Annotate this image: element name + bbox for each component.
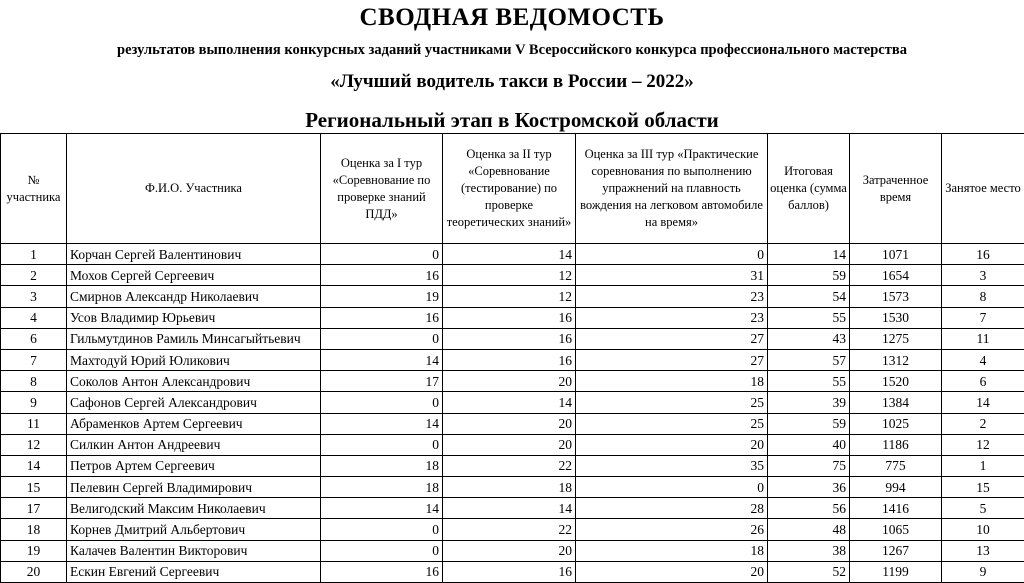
- cell-round-1: 18: [321, 455, 443, 476]
- cell-number: 15: [1, 477, 67, 498]
- cell-number: 14: [1, 455, 67, 476]
- cell-total: 59: [768, 413, 850, 434]
- cell-total: 36: [768, 477, 850, 498]
- cell-round-1: 14: [321, 498, 443, 519]
- cell-number: 8: [1, 371, 67, 392]
- results-table: [0, 133, 1024, 583]
- cell-total: 57: [768, 349, 850, 370]
- cell-total: 43: [768, 328, 850, 349]
- cell-round-1: 0: [321, 244, 443, 265]
- cell-number: 3: [1, 286, 67, 307]
- cell-round-1: 16: [321, 307, 443, 328]
- cell-name: Петров Артем Сергеевич: [67, 455, 321, 476]
- cell-round-2: 14: [443, 392, 576, 413]
- table-row: [1, 519, 1024, 540]
- table-row: [1, 328, 1024, 349]
- cell-name: Силкин Антон Андреевич: [67, 434, 321, 455]
- document-subtitle: результатов выполнения конкурсных заданий участниками V Всероссийского конкурса профессионального мастерства: [0, 42, 1024, 59]
- cell-time: 1186: [850, 434, 942, 455]
- cell-total: 59: [768, 265, 850, 286]
- cell-place: 8: [942, 286, 1024, 307]
- table-row: [1, 561, 1024, 582]
- table-row: [1, 392, 1024, 413]
- cell-round-3: 23: [576, 307, 768, 328]
- cell-place: 4: [942, 349, 1024, 370]
- cell-time: 1520: [850, 371, 942, 392]
- cell-round-2: 18: [443, 477, 576, 498]
- cell-time: 1275: [850, 328, 942, 349]
- cell-round-3: 35: [576, 455, 768, 476]
- cell-round-3: 25: [576, 413, 768, 434]
- cell-name: Корнев Дмитрий Альбертович: [67, 519, 321, 540]
- cell-number: 7: [1, 349, 67, 370]
- table-row: [1, 540, 1024, 561]
- cell-number: 2: [1, 265, 67, 286]
- cell-number: 4: [1, 307, 67, 328]
- cell-round-1: 0: [321, 328, 443, 349]
- cell-place: 14: [942, 392, 1024, 413]
- cell-round-2: 16: [443, 328, 576, 349]
- cell-name: Махтодуй Юрий Юликович: [67, 349, 321, 370]
- cell-name: Абраменков Артем Сергеевич: [67, 413, 321, 434]
- cell-round-2: 20: [443, 434, 576, 455]
- cell-place: 10: [942, 519, 1024, 540]
- cell-round-1: 17: [321, 371, 443, 392]
- cell-place: 12: [942, 434, 1024, 455]
- cell-round-2: 20: [443, 540, 576, 561]
- cell-round-2: 16: [443, 349, 576, 370]
- table-row: [1, 413, 1024, 434]
- cell-round-1: 0: [321, 392, 443, 413]
- cell-round-2: 12: [443, 286, 576, 307]
- cell-number: 9: [1, 392, 67, 413]
- cell-total: 55: [768, 371, 850, 392]
- cell-total: 14: [768, 244, 850, 265]
- cell-total: 54: [768, 286, 850, 307]
- cell-time: 1573: [850, 286, 942, 307]
- cell-number: 11: [1, 413, 67, 434]
- cell-number: 19: [1, 540, 67, 561]
- table-row: [1, 265, 1024, 286]
- cell-round-3: 18: [576, 371, 768, 392]
- cell-time: 1384: [850, 392, 942, 413]
- cell-round-1: 0: [321, 519, 443, 540]
- cell-place: 9: [942, 561, 1024, 582]
- table-row: [1, 307, 1024, 328]
- cell-name: Смирнов Александр Николаевич: [67, 286, 321, 307]
- col-header-name: Ф.И.О. Участника: [67, 134, 321, 244]
- cell-time: 1025: [850, 413, 942, 434]
- cell-round-2: 16: [443, 561, 576, 582]
- cell-name: Сафонов Сергей Александрович: [67, 392, 321, 413]
- cell-total: 75: [768, 455, 850, 476]
- cell-time: 1416: [850, 498, 942, 519]
- cell-number: 17: [1, 498, 67, 519]
- cell-place: 11: [942, 328, 1024, 349]
- cell-round-2: 22: [443, 455, 576, 476]
- col-header-place: Занятое место: [942, 134, 1024, 244]
- table-row: [1, 371, 1024, 392]
- cell-round-3: 23: [576, 286, 768, 307]
- cell-time: 1312: [850, 349, 942, 370]
- cell-name: Мохов Сергей Сергеевич: [67, 265, 321, 286]
- table-row: [1, 244, 1024, 265]
- cell-round-2: 22: [443, 519, 576, 540]
- cell-round-2: 14: [443, 244, 576, 265]
- cell-round-2: 12: [443, 265, 576, 286]
- cell-place: 2: [942, 413, 1024, 434]
- cell-number: 1: [1, 244, 67, 265]
- table-row: [1, 434, 1024, 455]
- col-header-round-1: Оценка за I тур «Соревнование по проверке знаний ПДД»: [321, 134, 443, 244]
- cell-round-2: 20: [443, 371, 576, 392]
- cell-name: Корчан Сергей Валентинович: [67, 244, 321, 265]
- cell-time: 1065: [850, 519, 942, 540]
- cell-total: 56: [768, 498, 850, 519]
- cell-round-3: 28: [576, 498, 768, 519]
- cell-name: Ескин Евгений Сергеевич: [67, 561, 321, 582]
- table-body: [1, 244, 1024, 583]
- cell-round-3: 0: [576, 477, 768, 498]
- cell-place: 1: [942, 455, 1024, 476]
- cell-total: 38: [768, 540, 850, 561]
- cell-name: Усов Владимир Юрьевич: [67, 307, 321, 328]
- col-header-total: Итоговая оценка (сумма баллов): [768, 134, 850, 244]
- cell-number: 12: [1, 434, 67, 455]
- cell-round-3: 25: [576, 392, 768, 413]
- cell-total: 40: [768, 434, 850, 455]
- cell-round-3: 18: [576, 540, 768, 561]
- cell-round-2: 14: [443, 498, 576, 519]
- cell-round-1: 18: [321, 477, 443, 498]
- cell-time: 1654: [850, 265, 942, 286]
- cell-number: 6: [1, 328, 67, 349]
- cell-time: 1199: [850, 561, 942, 582]
- col-header-time: Затраченное время: [850, 134, 942, 244]
- cell-round-2: 16: [443, 307, 576, 328]
- cell-place: 6: [942, 371, 1024, 392]
- cell-round-3: 26: [576, 519, 768, 540]
- table-row: [1, 455, 1024, 476]
- col-header-round-2: Оценка за II тур «Соревнование (тестирование) по проверке теоретических знаний»: [443, 134, 576, 244]
- cell-number: 20: [1, 561, 67, 582]
- cell-round-1: 16: [321, 265, 443, 286]
- cell-name: Пелевин Сергей Владимирович: [67, 477, 321, 498]
- table-row: [1, 349, 1024, 370]
- col-header-round-3: Оценка за III тур «Практические соревнования по выполнению упражнений на плавность вождения на легковом автомобиле на время»: [576, 134, 768, 244]
- cell-total: 39: [768, 392, 850, 413]
- cell-place: 16: [942, 244, 1024, 265]
- cell-round-2: 20: [443, 413, 576, 434]
- cell-number: 18: [1, 519, 67, 540]
- cell-place: 7: [942, 307, 1024, 328]
- table-row: [1, 498, 1024, 519]
- cell-time: 994: [850, 477, 942, 498]
- stage-name: Региональный этап в Костромской области: [0, 108, 1024, 133]
- cell-place: 3: [942, 265, 1024, 286]
- cell-name: Гильмутдинов Рамиль Минсагыйтьевич: [67, 328, 321, 349]
- cell-round-3: 27: [576, 349, 768, 370]
- col-header-number: № участника: [1, 134, 67, 244]
- cell-time: 1530: [850, 307, 942, 328]
- cell-round-1: 19: [321, 286, 443, 307]
- cell-time: 775: [850, 455, 942, 476]
- cell-name: Велигодский Максим Николаевич: [67, 498, 321, 519]
- cell-total: 48: [768, 519, 850, 540]
- cell-name: Соколов Антон Александрович: [67, 371, 321, 392]
- cell-round-3: 20: [576, 561, 768, 582]
- table-header-row: [1, 134, 1024, 244]
- cell-round-1: 14: [321, 349, 443, 370]
- document-title: СВОДНАЯ ВЕДОМОСТЬ: [0, 4, 1024, 32]
- cell-place: 5: [942, 498, 1024, 519]
- cell-round-1: 0: [321, 434, 443, 455]
- cell-total: 52: [768, 561, 850, 582]
- cell-round-1: 16: [321, 561, 443, 582]
- cell-total: 55: [768, 307, 850, 328]
- cell-round-3: 0: [576, 244, 768, 265]
- cell-round-3: 31: [576, 265, 768, 286]
- table-row: [1, 477, 1024, 498]
- cell-time: 1071: [850, 244, 942, 265]
- cell-round-1: 14: [321, 413, 443, 434]
- cell-round-1: 0: [321, 540, 443, 561]
- cell-place: 13: [942, 540, 1024, 561]
- cell-round-3: 20: [576, 434, 768, 455]
- cell-name: Калачев Валентин Викторович: [67, 540, 321, 561]
- cell-round-3: 27: [576, 328, 768, 349]
- cell-time: 1267: [850, 540, 942, 561]
- contest-name: «Лучший водитель такси в России – 2022»: [0, 71, 1024, 93]
- cell-place: 15: [942, 477, 1024, 498]
- table-row: [1, 286, 1024, 307]
